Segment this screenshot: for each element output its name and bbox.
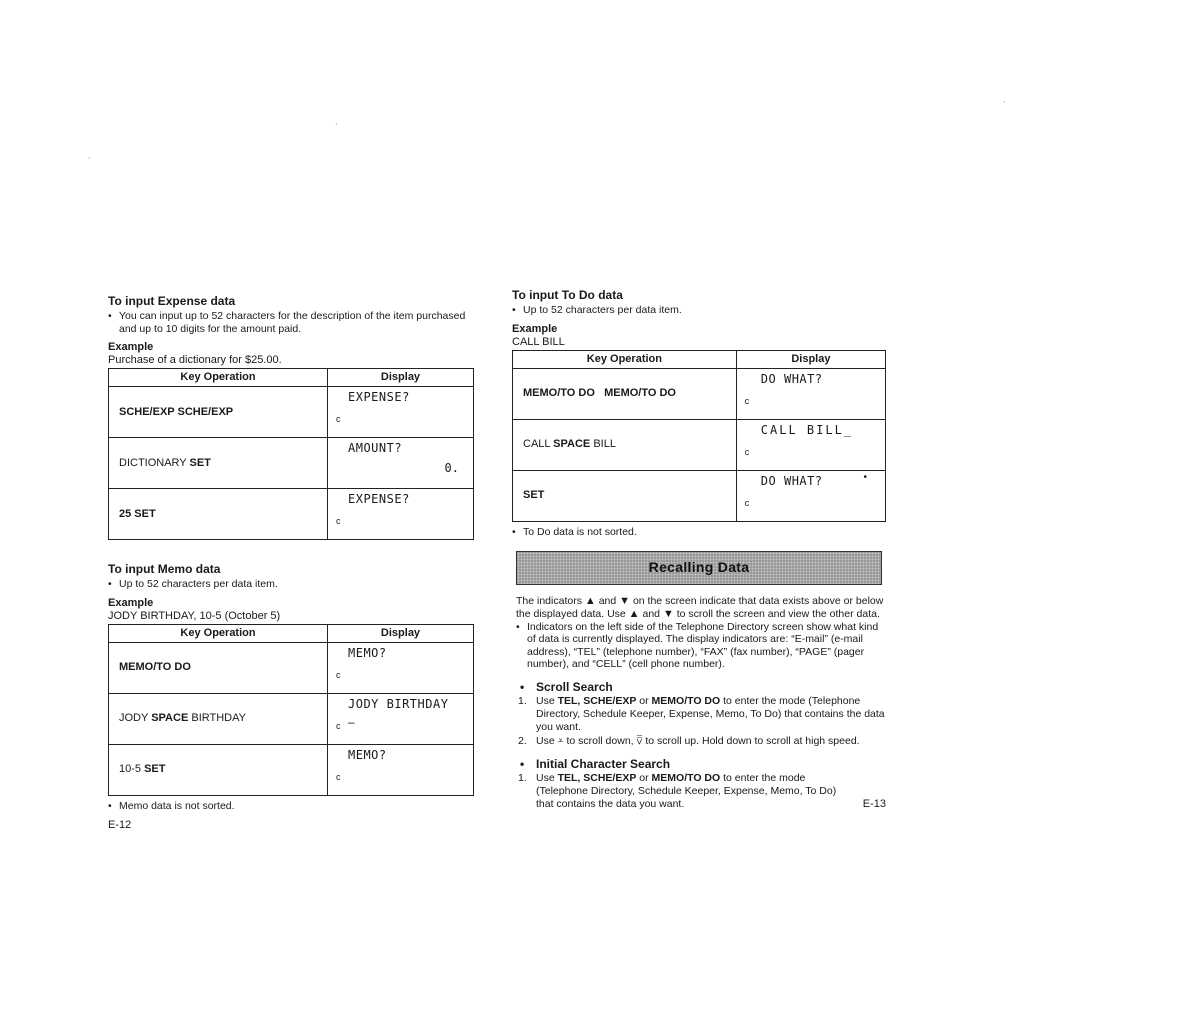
table-row	[513, 368, 886, 419]
key-text: JODY	[119, 712, 152, 724]
cursor-indicator: c	[744, 395, 750, 406]
table-row	[109, 693, 474, 744]
page-number: E-13	[862, 797, 886, 810]
indicator-bullet: • Indicators on the left side of the Telephone Directory screen show what kind of data is currently displayed. The display indicators are: “E-mail” (e-mail address), “TEL” (telephone number), “FAX” (fax number), “PAGE” (pager number), and “CELL” (cell phone number).	[516, 621, 886, 671]
col-key-operation: Key Operation	[513, 350, 737, 368]
display-cell	[328, 387, 474, 438]
step-item	[518, 695, 886, 734]
key-text-bold: SPACE	[151, 712, 189, 724]
step-text: or	[636, 771, 652, 784]
step-number: 2.	[518, 734, 527, 747]
key-text: CALL	[523, 438, 554, 450]
expense-bullets	[108, 310, 474, 335]
memo-example-text: JODY BIRTHDAY, 10-5 (October 5)	[108, 609, 281, 622]
display-cell	[736, 470, 885, 521]
step-key: MEMO/TO DO	[651, 694, 721, 707]
intro-paragraph	[516, 595, 886, 621]
memo-bullet: • Up to 52 characters per data item.	[108, 578, 474, 591]
initial-search-heading: • Initial Character Search	[520, 758, 886, 771]
cursor-indicator: c	[336, 414, 341, 424]
cursor-dash: –	[348, 714, 355, 729]
table-row	[109, 387, 474, 438]
key-operation-cell	[109, 489, 328, 540]
table-row	[513, 470, 886, 521]
todo-title: To input To Do data	[512, 288, 623, 302]
expense-example-label: Example	[108, 341, 154, 353]
key-text: SCHE/EXP SCHE/EXP	[119, 405, 234, 418]
indicator-bullets	[516, 621, 886, 671]
down-triangle-icon: ▼	[662, 607, 674, 620]
step-key: MEMO/TO DO	[651, 771, 721, 784]
key-operation-cell	[109, 642, 328, 693]
cursor-indicator: c	[744, 497, 750, 508]
step-key: TEL, SCHE/EXP	[557, 694, 637, 707]
display-text: MEMO?	[348, 645, 387, 660]
memo-title: To input Memo data	[108, 562, 221, 576]
memo-table	[108, 624, 474, 796]
key-text: SET	[523, 489, 545, 501]
right-page	[512, 288, 886, 811]
key-text-bold: SET	[144, 763, 166, 775]
down-triangle-icon: ▼	[619, 594, 631, 607]
up-triangle-icon: ▲	[628, 607, 640, 620]
display-text: CALL BILL_	[760, 422, 854, 437]
step-text: Use	[536, 734, 555, 747]
scan-speck: ⋅	[1003, 98, 1006, 107]
step-number: 1.	[518, 771, 527, 784]
page-number: E-12	[108, 818, 132, 831]
scroll-search-heading: • Scroll Search	[520, 681, 886, 694]
key-operation-cell	[513, 368, 737, 419]
key-text: BILL	[590, 438, 616, 450]
key-text: 10-5	[119, 763, 145, 775]
key-operation-cell	[109, 387, 328, 438]
table-row	[109, 744, 474, 795]
step-key: TEL, SCHE/EXP	[557, 771, 637, 784]
display-cell	[328, 744, 474, 795]
display-text: DO WHAT?	[760, 473, 823, 488]
display-text: EXPENSE?	[348, 492, 410, 506]
todo-example-label: Example	[512, 322, 558, 335]
step-text: to enter the mode (Telephone Directory, Schedule Keeper, Expense, Memo, To Do) that contains the data you want.	[536, 694, 885, 733]
step-text: or	[636, 694, 652, 707]
key-text-bold: SET	[134, 507, 156, 520]
key-operation-cell	[513, 419, 737, 470]
intro-text: to scroll the screen and view the other data.	[676, 607, 880, 620]
col-key-operation: Key Operation	[109, 369, 328, 387]
up-triangle-icon: ▲	[584, 594, 596, 607]
intro-text: and	[598, 594, 617, 607]
display-text: AMOUNT?	[348, 441, 403, 455]
display-cell	[328, 489, 474, 540]
step-item	[518, 735, 886, 748]
key-text-bold: SPACE	[553, 438, 591, 450]
step-number: 1.	[518, 694, 527, 707]
step-text: Use	[536, 771, 558, 784]
section-banner	[516, 551, 882, 585]
intro-text: and	[642, 607, 661, 620]
step-text: Use	[536, 694, 558, 707]
memo-bullets	[108, 578, 474, 591]
table-row	[109, 489, 474, 540]
right-footer	[512, 772, 886, 811]
key-text: MEMO/TO DO MEMO/TO DO	[523, 387, 676, 399]
scroll-down-key-icon: ⩡	[557, 734, 564, 747]
cursor-indicator: c	[336, 516, 341, 526]
scan-speck: ⋅	[88, 154, 91, 163]
expense-example-text: Purchase of a dictionary for $25.00.	[108, 354, 282, 366]
key-text: BIRTHDAY	[188, 712, 246, 724]
display-cell	[328, 438, 474, 489]
expense-table	[108, 368, 474, 540]
intro-text: on the screen indicate that data exists above or below the displayed data. Use	[516, 594, 884, 620]
col-display: Display	[328, 624, 474, 642]
step-text: to enter the mode (Telephone Directory, Schedule Keeper, Expense, Memo, To Do) that contains the data you want.	[536, 771, 837, 810]
display-cell	[736, 368, 885, 419]
left-page	[108, 294, 474, 832]
col-display: Display	[328, 369, 474, 387]
step-item	[518, 772, 846, 811]
display-text: MEMO?	[348, 747, 387, 762]
display-cell	[328, 693, 474, 744]
cursor-indicator: c	[336, 720, 341, 731]
display-cell	[736, 419, 885, 470]
expense-bullet: • You can input up to 52 characters for the description of the item purchased and up to 10 digits for the amount paid.	[108, 310, 474, 335]
scroll-up-key-icon: ⩢	[636, 734, 643, 747]
todo-table	[512, 350, 886, 522]
cursor-indicator: c	[336, 669, 341, 680]
col-key-operation: Key Operation	[109, 624, 328, 642]
step-text: to scroll up. Hold down to scroll at high speed.	[645, 734, 860, 747]
todo-bullet: • Up to 52 characters per data item.	[512, 304, 886, 317]
key-operation-cell	[109, 693, 328, 744]
banner-title: Recalling Data	[648, 559, 750, 575]
display-text: DO WHAT?	[760, 371, 823, 386]
intro-text: The indicators	[516, 594, 582, 607]
col-display: Display	[736, 350, 885, 368]
todo-bullets	[512, 304, 886, 317]
display-cell	[328, 642, 474, 693]
key-text-bold: SET	[189, 456, 211, 469]
step-text: to scroll down,	[566, 734, 634, 747]
todo-note: • To Do data is not sorted.	[512, 526, 886, 539]
display-text: JODY BIRTHDAY	[348, 696, 449, 711]
initial-search-steps	[518, 772, 886, 811]
todo-example-text: CALL BILL	[512, 335, 565, 348]
display-text: EXPENSE?	[348, 390, 410, 404]
key-text: 25	[119, 507, 135, 520]
cursor-indicator: c	[336, 771, 341, 782]
scroll-indicator-dot: •	[863, 471, 867, 483]
table-row	[109, 642, 474, 693]
key-operation-cell	[513, 470, 737, 521]
key-operation-cell	[109, 438, 328, 489]
memo-example-label: Example	[108, 596, 154, 609]
key-text: DICTIONARY	[119, 456, 190, 469]
cursor-indicator: c	[744, 446, 750, 457]
key-operation-cell	[109, 744, 328, 795]
expense-title: To input Expense data	[108, 294, 236, 308]
display-value: 0.	[444, 461, 459, 475]
table-row	[513, 419, 886, 470]
table-row	[109, 438, 474, 489]
scan-speck: ⋅	[335, 120, 338, 129]
key-text: MEMO/TO DO	[119, 661, 191, 673]
memo-note: • Memo data is not sorted.	[108, 800, 474, 813]
scroll-search-steps	[518, 695, 886, 748]
